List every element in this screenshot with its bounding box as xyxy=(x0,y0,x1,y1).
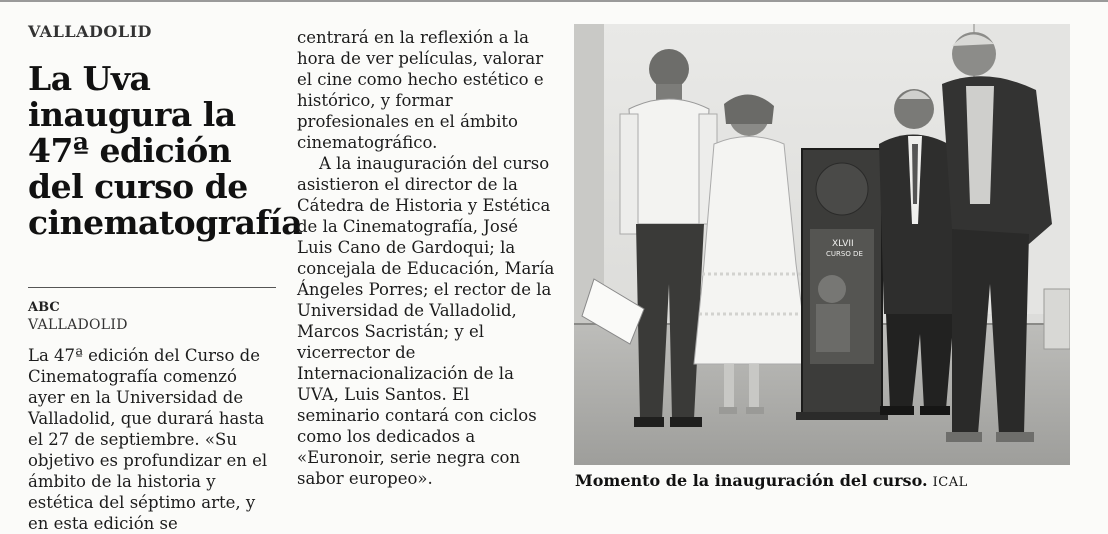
article-body-part2: centrará en la reflexión a la hora de ver películas, valorar el cine como hecho estético e histórico, y formar profesionales en el ámbito cinematográfico. xyxy=(297,28,544,152)
poster-stand xyxy=(796,149,888,420)
article-lead-column xyxy=(28,22,303,534)
headline: La Uva inaugura la 47ª edición del curso de cinematografía xyxy=(28,59,303,242)
poster-text-2: CURSO DE xyxy=(826,250,863,258)
article-second-column xyxy=(297,27,555,489)
caption-text: Momento de la inauguración del curso. xyxy=(575,471,928,490)
article-body-part3: A la inauguración del curso asistieron el director de la Cátedra de Historia y Estética de la Cinematografía, José Luis Cano de Gardoqui; la concejala de Educación, María Ángeles Porres; el rector de la Universidad de Valladolid, Marcos Sacristán; y el vicerrector de Internacionalización de la UVA, Luis Santos. El seminario contará con ciclos como los dedicados a «Euronoir, serie negra con sabor europeo». xyxy=(297,154,555,488)
news-photo xyxy=(574,24,1070,465)
photo-illustration xyxy=(574,24,1070,465)
section-label: VALLADOLID xyxy=(28,22,152,41)
poster-text-1: XLVII xyxy=(832,239,854,249)
article-body-part1: La 47ª edición del Curso de Cinematografía comenzó ayer en la Universidad de Valladolid, que durará hasta el 27 de septiembre. «Su objetivo es profundizar en el ámbito de la historia y estética del séptimo arte, y en esta edición se xyxy=(28,346,268,533)
photo-caption xyxy=(575,471,968,490)
top-rule xyxy=(0,0,1108,2)
byline-author: ABC xyxy=(28,300,60,315)
byline-divider xyxy=(28,287,276,288)
byline-place: VALLADOLID xyxy=(28,317,128,333)
photo-credit: ICAL xyxy=(932,475,968,490)
